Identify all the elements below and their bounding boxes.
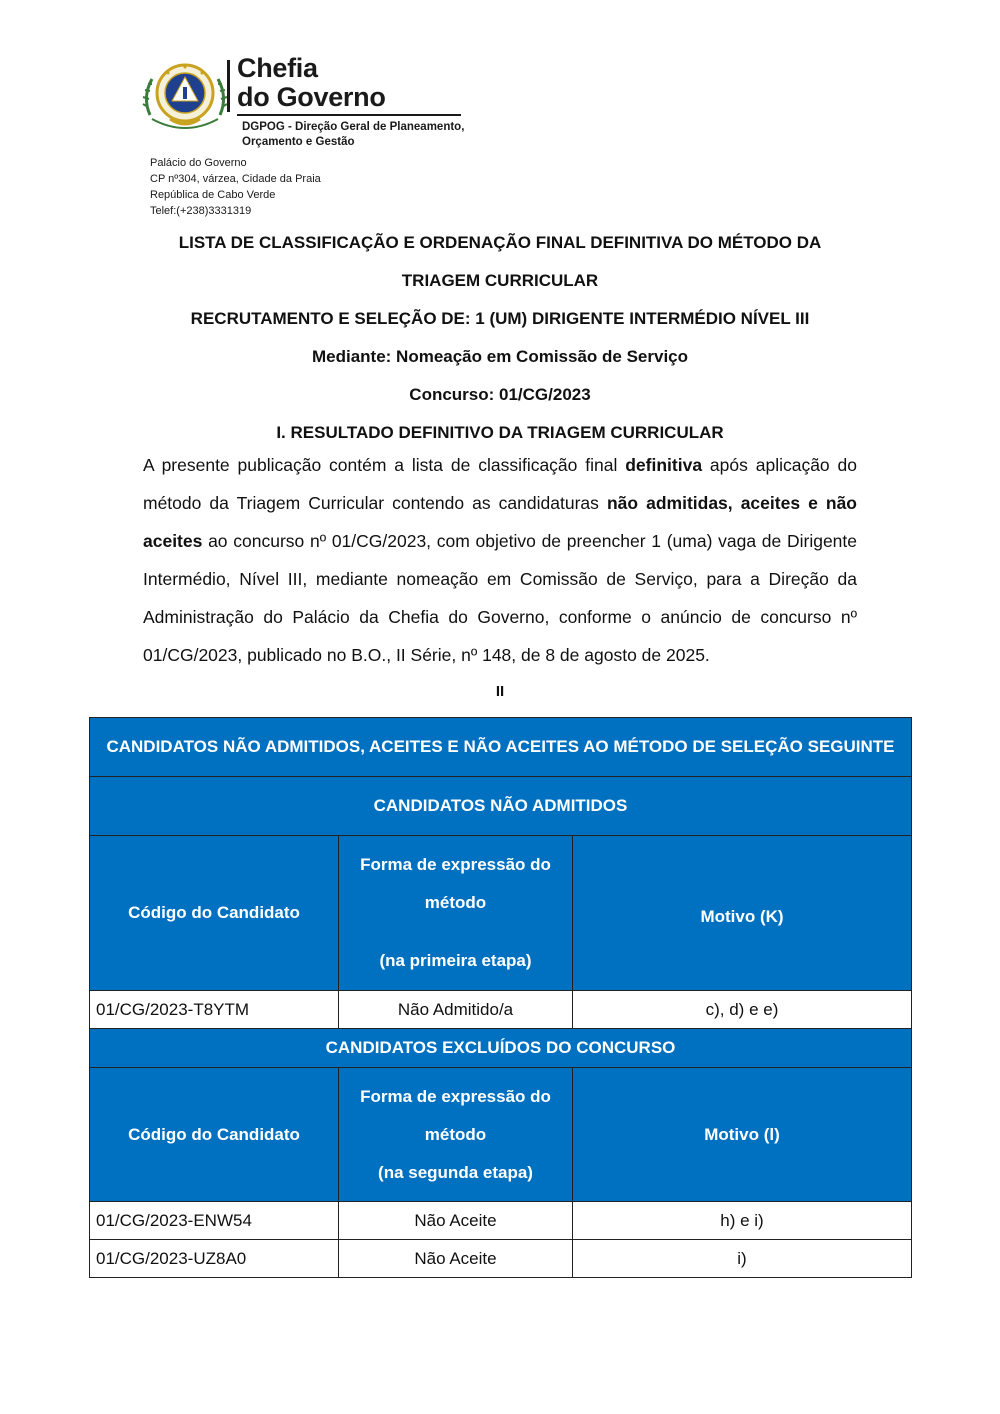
column-header-code: Código do Candidato xyxy=(90,1068,339,1202)
brand-subtitle: DGPOG - Direção Geral de Planeamento, Orçamento e Gestão xyxy=(242,121,465,148)
section-title-excluded: CANDIDATOS EXCLUÍDOS DO CONCURSO xyxy=(90,1029,912,1068)
intro-paragraph xyxy=(143,446,857,674)
candidate-form: Não Aceite xyxy=(339,1240,573,1278)
address-phone: Telef:(+238)3331319 xyxy=(150,205,252,217)
candidate-reason: c), d) e e) xyxy=(573,991,912,1029)
column-header-line: método xyxy=(424,893,487,912)
candidate-reason: h) e i) xyxy=(573,1202,912,1240)
contest-number: Concurso: 01/CG/2023 xyxy=(409,385,591,404)
brand-title xyxy=(237,54,386,112)
column-header-form xyxy=(339,836,573,991)
candidate-form: Não Aceite xyxy=(339,1202,573,1240)
section-title-not-admitted: CANDIDATOS NÃO ADMITIDOS xyxy=(90,777,912,836)
recruitment-title: RECRUTAMENTO E SELEÇÃO DE: 1 (UM) DIRIGENTE INTERMÉDIO NÍVEL III xyxy=(190,309,810,328)
address-line: Palácio do Governo xyxy=(150,157,247,169)
brand-line-1: Chefia xyxy=(237,53,318,83)
table-row xyxy=(90,1240,912,1278)
table-row xyxy=(90,991,912,1029)
paragraph-text: ao concurso nº 01/CG/2023, com objetivo de preencher 1 (uma) vaga de Dirigente Intermédio, Nível III, mediante nomeação em Comissão de Serviço, para a Direção da Administração do Palácio da Chefia do Governo, conforme o anúncio de concurso nº 01/CG/2023, publicado no B.O., II Série, nº 148, de 8 de agosto de 2025. xyxy=(143,531,857,665)
section-marker: II xyxy=(495,683,505,700)
column-header-reason: Motivo (K) xyxy=(573,836,912,991)
paragraph-text: A presente publicação contém a lista de classificação final xyxy=(143,455,626,475)
candidate-code: 01/CG/2023-T8YTM xyxy=(90,991,339,1029)
brand-divider xyxy=(227,60,230,112)
address-line: República de Cabo Verde xyxy=(150,189,276,201)
column-header-form xyxy=(339,1068,573,1202)
column-header-line: Forma de expressão do xyxy=(360,1086,551,1106)
candidate-code: 01/CG/2023-UZ8A0 xyxy=(90,1240,339,1278)
paragraph-text: após aplicação do método da Triagem Curricular contendo as candidaturas xyxy=(143,455,857,513)
column-header-line: (na segunda etapa) xyxy=(378,1162,533,1182)
paragraph-bold: não admitidas, aceites e não aceites xyxy=(143,493,857,551)
address-line: CP nº304, várzea, Cidade da Praia xyxy=(150,173,321,185)
table-row xyxy=(90,1202,912,1240)
main-title-line-2: TRIAGEM CURRICULAR xyxy=(401,271,599,290)
column-header-code: Código do Candidato xyxy=(90,836,339,991)
appointment-mode: Mediante: Nomeação em Comissão de Serviço xyxy=(311,347,689,366)
candidates-table xyxy=(89,717,912,1278)
column-header-line: (na primeira etapa) xyxy=(379,951,532,970)
document-titles xyxy=(100,224,900,452)
coat-of-arms-logo xyxy=(140,57,230,137)
paragraph-bold: definitiva xyxy=(625,455,703,475)
candidate-reason: i) xyxy=(573,1240,912,1278)
address-block xyxy=(150,155,321,219)
brand-underline xyxy=(237,114,461,116)
column-header-line: método xyxy=(424,1124,487,1144)
main-title-line-1: LISTA DE CLASSIFICAÇÃO E ORDENAÇÃO FINAL DEFINITIVA DO MÉTODO DA xyxy=(178,233,822,252)
brand-line-2: do Governo xyxy=(237,82,386,112)
candidate-code: 01/CG/2023-ENW54 xyxy=(90,1202,339,1240)
column-header-line: Forma de expressão do xyxy=(360,855,551,874)
table-title: CANDIDATOS NÃO ADMITIDOS, ACEITES E NÃO ACEITES AO MÉTODO DE SELEÇÃO SEGUINTE xyxy=(90,718,912,777)
section-heading: I. RESULTADO DEFINITIVO DA TRIAGEM CURRICULAR xyxy=(276,423,724,442)
candidate-form: Não Admitido/a xyxy=(339,991,573,1029)
column-header-reason: Motivo (l) xyxy=(573,1068,912,1202)
